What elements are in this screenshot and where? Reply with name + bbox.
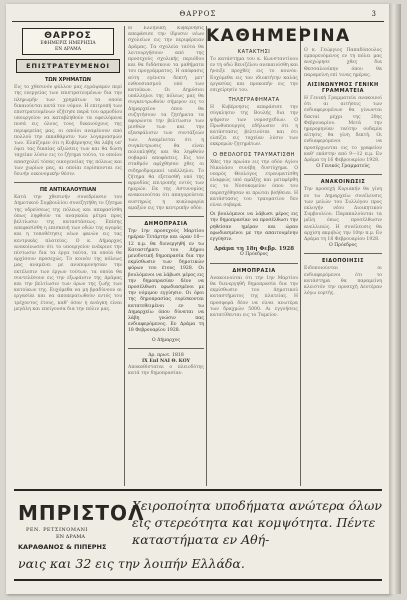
section-heading-6: ΑΝΑΚΟΙΝΩΣΙΣ	[320, 179, 366, 186]
top-rule	[12, 21, 384, 22]
ad-subtitle-1: ΡΕΝ. ΡΕΤΣΙΝΟΜΑΝΙ	[26, 527, 88, 533]
section-heading-3: Ο ΘΕΟΛΟΓΟΣ ΤΡΑΥΜΑΤΙΣΘΗ	[212, 151, 296, 158]
article-body-4: Το κατάστημα του κ. Κωνσταντίνου εν τη οδώ Βενιζέλου ανεκαινίσθη και ήνοιξε προχθές εις το κοινόν. Ευχόμεθα εις τον ιδιοκτήτην καλάς εργασίας και προκοπήν εις την επιχείρησίν του.	[210, 57, 298, 94]
article-body-5: Η Κυβέρνησις απεφάσισε την σύγκλησιν της Βουλής δια την ψήφισιν των νομοσχεδίων. Ο Πρωθυπουργός εδήλωσεν ότι η κατάστασις βελτιούται και ότι ελπίζει εις ταχείαν λύσιν των εκκρεμών ζητημάτων.	[210, 105, 298, 148]
divider	[304, 253, 382, 254]
newspaper-page	[6, 4, 390, 594]
notice-body-2: Αποκαθίσταται ο πλειοδότης κατά την δημοπρασίαν.	[128, 365, 204, 377]
article-body-9: Ο κ. Γεώργιος Παπαδόπουλος εμπορευόμενος εν τη πόλει μας ανεχώρησε χθες δια Θεσσαλονίκην όπου θα παραμείνη επί τινας ημέρας.	[304, 48, 382, 78]
section-title-kathimerina: ΚΑΘΗΜΕΡΙΝΑ	[206, 26, 351, 46]
signature-4: Ο Πρόεδρος	[329, 243, 357, 249]
divider	[128, 348, 204, 349]
masthead-box	[22, 28, 114, 55]
article-body-11: Την προσεχή Κυριακήν θα γίνη εν τω Δημαρχείω συνέλευσις των μελών του Συλλόγου προς εκλογήν νέου Διοικητικού Συμβουλίου. Παρακαλούνται τα μέλη όπως προσέλθωσιν ανελλιπώς. Η συνέλευσις θα αρχίση ακριβώς την 10ην π.μ. Εν Δράμα τη 18 Φεβρουαρίου 1928.	[304, 187, 382, 243]
masthead-title: ΘΑΡΡΟΣ	[44, 31, 92, 41]
article-body-2: Κατά την χθεσινήν συνεδρίασιν του Δημοτικού Συμβουλίου συνεζητήθη το ζήτημα της υδρεύσεως της πόλεως και απεφασίσθη όπως ληφθούν τα αναγκαία μέτρα προς βελτίωσιν της καταστάσεως. Επίσης απεφασίσθη η επισκευή των οδών της αγοράς και η τοποθέτησις νέων φανών εις τας κεντρικάς πλατείας. Ο κ. Δήμαρχος ανεκοίνωσεν ότι το υπουργείον ενέκρινε την πίστωσιν δια τα έργα ταύτα, τα οποία θα αρχίσουν προσεχώς. Το κοινόν της πόλεως μας αναμένει με ανυπομονησίαν την εκτέλεσιν των έργων τούτων, τα οποία θα συντελέσουν εις την εξωράισιν της Δράμας και την βελτίωσιν των όρων της ζωής των κατοίκων της. Ευχόμεθα να μη βραδύνουν αι εργασίαι και να αποπερατωθούν εντός του τρέχοντος έτους, καθ' όσον η ανάγκη είναι μεγάλη και επείγουσα δια την πόλιν μας.	[14, 195, 122, 312]
section-heading-7: ΕΙΔΟΠΟΙΗΣΙΣ	[321, 258, 365, 265]
ad-brand: ΚΑΡΑΘΑΝΟΣ & ΠΙΠΕΡΗΣ	[18, 543, 107, 551]
page-number: 3	[371, 10, 376, 18]
masthead-sub-2: ΕΝ ΔΡΑΜΑ	[54, 46, 82, 52]
section-heading: ΔΗΜΟΠΡΑΣΙΑ	[144, 221, 188, 228]
divider	[210, 263, 298, 264]
article-body-7: Οι βουλόμενοι να λάβωσι μέρος εις την δημοπρασίαν να προσέλθωσι την ρηθείσαν ημέραν και ώραν εφωδιασμένοι με την απαιτουμένην εγγύησιν.	[210, 212, 298, 243]
divider	[14, 182, 122, 183]
signature-2: Ο Πρόεδρος	[240, 252, 268, 258]
section-heading-1: ΚΑΤΑΚΤΗΣΙ	[237, 49, 271, 55]
footer-line: Δρ. πρωτ. 1818	[148, 352, 184, 358]
column-4	[304, 26, 382, 486]
article-body-12: Ειδοποιούνται οι ενδιαφερόμενοι ότι το κατάστημα θα παραμείνη κλειστόν την προσεχή Δευτέραν λόγω εορτής.	[304, 266, 382, 297]
article-body-3: Η Ελληνική Κυβέρνησις απεφάσισε την ίδρυσιν νέων σχολείων εις την περιφέρειαν Δράμας. Τα σχολεία ταύτα θα λειτουργήσουν από της προσεχούς σχολικής περιόδου και θα διδάσκουν τα μαθήματα του προγράμματος. Η απόφασις αύτη εγένετο δεκτή μετ' ενθουσιασμού υπό των κατοίκων. Οι Δημόσιοι υπάλληλοι της πόλεως μας θα συγκεντρωθούν σήμερον εις το Δημαρχείον όπου θα συζητήσουν τα ζητήματα τα αφορώντα την βελτίωσιν των μισθών των και την εξασφάλισιν των συντάξεών των. Αναμένεται ότι η συγκέντρωσις θα είναι πολυπληθής και θα ληφθούν σοβαραί αποφάσεις. Εις τον σταθμόν αφίχθησαν χθες οι σιδηροδρομικοί υπάλληλοι. Το ζήτημα θα εξετασθή υπό της αρμοδίας επιτροπής εντός των ημερών. Εκ της Αστυνομίας ανακοινούται ότι απαγορεύεται αυστηρώς η κυκλοφορία αμαξών εις την κεντρικήν οδόν.	[128, 26, 204, 211]
ad-slogan-2: ναις και 32 εις την λοιπήν Ελλάδα.	[18, 556, 245, 571]
column-divider	[206, 26, 207, 486]
footer-line-2: ΙΧ ΕπΙ ΝΑΙ Θ. ΚΟΥ	[142, 358, 190, 364]
notice-body: Την 1ην προσεχούς Μαρτίου ημέραν Τετάρτην και ώραν 10—12 π.μ. θα διενεργηθή εν τω Καταστήματι του Δήμου μειοδοτική δημοπρασία δια την εκμίσθωσιν των δημοτικών φόρων του έτους 1928. Οι βουλόμενοι να λάβωσι μέρος εις την δημοπρασίαν δέον να προσέλθωσι εφωδιασμένοι με την νόμιμον εγγύησιν. Οι όροι της δημοπρασίας ευρίσκονται κατατεθειμένοι εν τω Δημαρχείω όπου δύναται να λάβη γνώσιν πας ενδιαφερόμενος. Εν Δράμα τη 18 Φεβρουαρίου 1928.	[128, 229, 204, 334]
signature-3: Ο Γενικός Γραμματεύς	[316, 164, 370, 170]
article-body-6: Χθες την πρωίαν εις την οδόν Αγίου Νικολάου συνέβη δυστύχημα. Ο νεαρός Θεολόγος ετραυματίσθη ελαφρώς υπό αμάξης και μετεφέρθη εις το Νοσοκομείον όπου του παρεσχέθησαν αι πρώται βοήθειαι. Η κατάστασις του τραυματίου δεν είναι σοβαρά.	[210, 159, 298, 209]
column-1	[14, 26, 122, 486]
binding-edge	[389, 4, 401, 594]
ad-subtitle-2: ΕΝ ΔΡΑΜΑ	[56, 534, 85, 540]
subheading: ΤΩΝ ΧΡΗΜΑΤΩΝ	[45, 77, 91, 84]
advertisement-banner	[14, 489, 382, 581]
column-2	[128, 26, 204, 486]
divider	[304, 174, 382, 175]
article-body-8: Ανακοινούται ότι την 1ην Μαρτίου θα διενεργηθή δημοπρασία δια την εκμίσθωσιν του Δημοτικού καταστήματος της πλατείας. Η προσφορά δέον να είναι ανωτέρα των δραχμών 5000. Αι εγγυήσεις κατατίθενται εις το Ταμείον.	[210, 275, 298, 318]
column-divider	[300, 26, 301, 486]
column-divider	[124, 26, 125, 486]
divider	[128, 216, 204, 217]
masthead-sub-1: ΕΦΗΜΕΡΙΣ ΗΜΕΡΗΣΙΑ	[40, 41, 96, 46]
signature: Ο Δήμαρχος	[151, 337, 181, 343]
ad-slogan: Χειροποίητα υποδήματα ανώτερα όλων εις στερεότητα και κομψότητα. Πέντε καταστήματα εν Αθή-	[132, 498, 382, 547]
date-line: Δράμα τη 18η Φεβρ. 1928	[213, 246, 295, 253]
section-heading-4: ΔΗΜΟΠΡΑΣΙΑ	[232, 267, 276, 274]
running-head: ΘΑΡΡΟΣ	[179, 10, 217, 18]
section-box-title: ΕΠΙΣΤΡΑΤΕΥΜΕΝΟΙ	[16, 59, 120, 73]
article-body: Εις το χθεσινόν φύλλον μας εγράψαμεν περί της ενεργείας των επιστρατευμένων δια την πληρωμήν των χρημάτων τα οποία δικαιούνται κατά τον νόμον. Η επιτροπή των επιστρατευμένων εζήτησε παρά του αρμοδίου υπουργείου να καταβληθούν τα οφειλόμενα ποσά εις όλους τους δικαιούχους της περιφερείας μας, οι οποίοι αναμένουν από πολλού την εκκαθάρισιν των λογαριασμών των. Ελπίζομεν ότι η Κυβέρνησις θα λάβη υπ' όψει τας δικαίας αξιώσεις των και θα δώση ταχείαν λύσιν εις το ζήτημα τούτο, το οποίον απασχολεί τόσας οικογενείας της πόλεως και των χωρίων μας, αι οποίαι ευρίσκονται εις δεινήν οικονομικήν θέσιν.	[14, 85, 122, 178]
section-heading-5: ΛΙΣΙΝΩΝΥΜΟΣ ΓΕΝΙΚΗ ΓΡΑΜΜΑΤΕΙΑ	[307, 82, 379, 95]
article-body-10: Η Γενική Γραμματεία ανακοινοί ότι αι αιτήσεις των ενδιαφερομένων θα γίνωνται δεκταί μέχρι της 28ης Φεβρουαρίου. Μετά την ημερομηνίαν ταύτην ουδεμία αίτησις θα γίνη δεκτή. Οι ενδιαφερόμενοι να προσέρχωνται εις το γραφείον καθ' εκάστην από 9—12 π.μ. Εν Δράμα τη 16 Φεβρουαρίου 1928.	[304, 96, 382, 164]
ad-logo: ΜΠΡΙΣΤΟΛ	[18, 501, 145, 525]
subheading-2: ΠΕ ΑΝΤΙΚΑΛΟΥΠΙΑΝ	[39, 187, 97, 194]
section-heading-2: ΤΗΛΕΓΡΑΦΗΜΑΤΑ	[228, 97, 280, 104]
